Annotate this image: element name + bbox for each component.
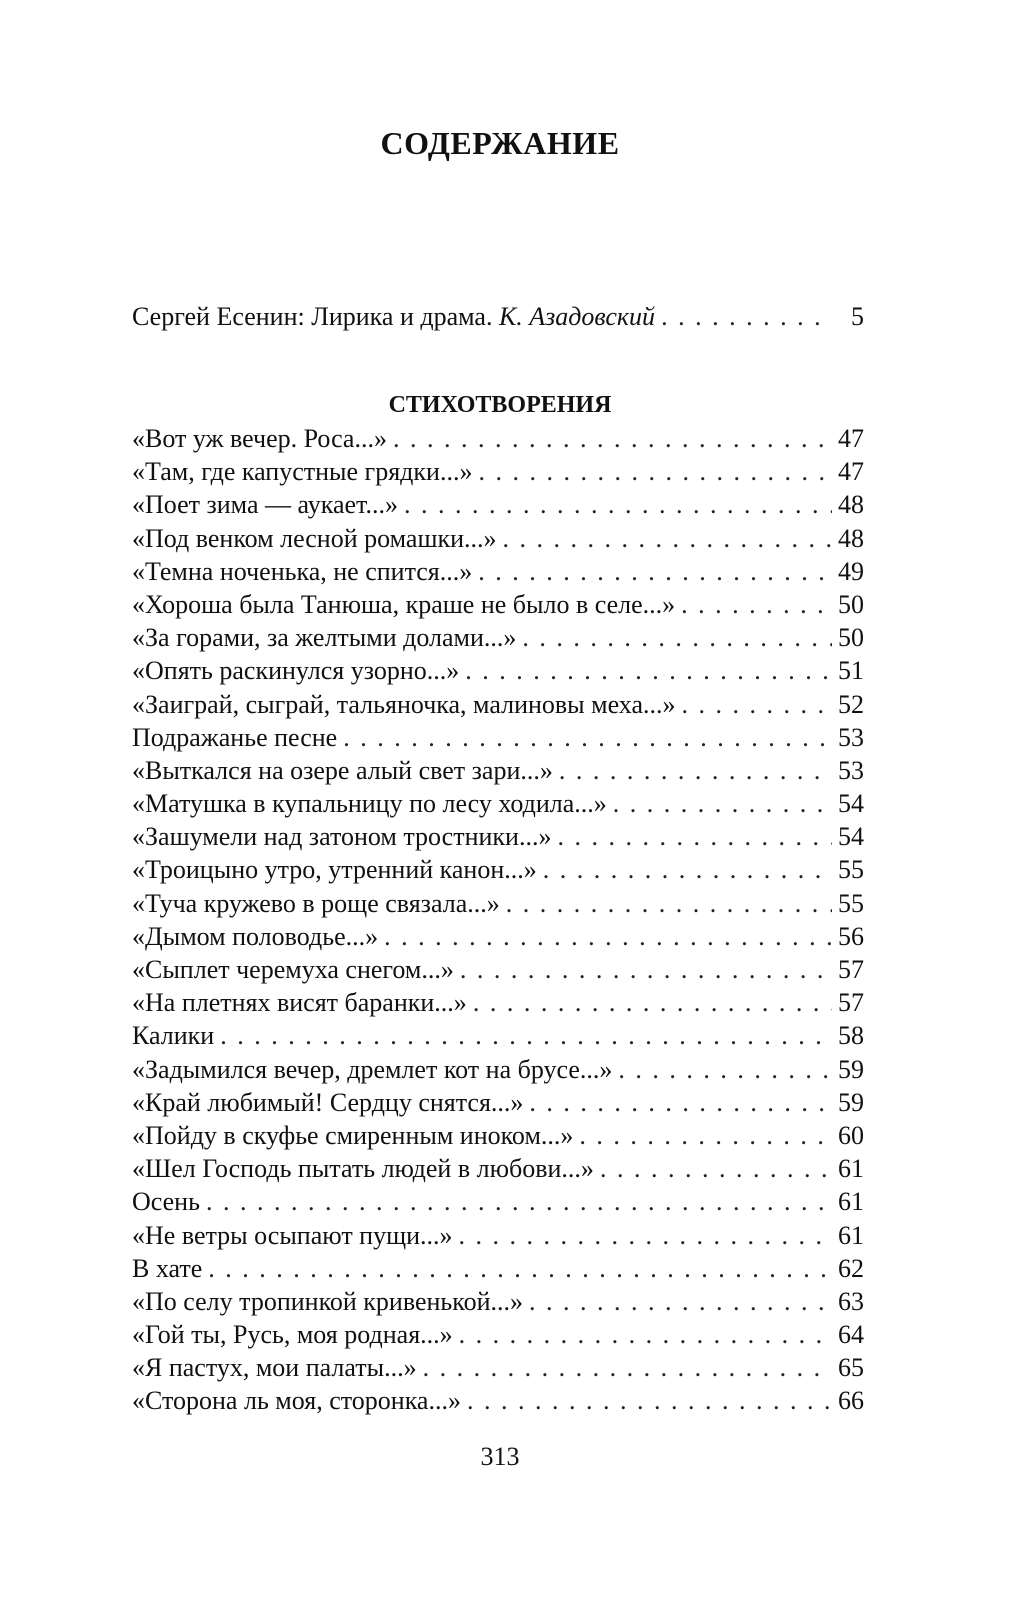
entry-page: 53	[838, 722, 864, 752]
entry-page: 5	[851, 302, 864, 331]
entry-page: 58	[838, 1021, 864, 1051]
entry-page: 55	[838, 888, 864, 918]
dot-leader	[460, 953, 832, 986]
entry-page: 61	[838, 1220, 864, 1250]
toc-row[interactable]	[132, 300, 864, 333]
toc-row[interactable]	[132, 920, 864, 953]
entry-title: Калики	[132, 1021, 215, 1051]
dot-leader	[661, 300, 832, 333]
toc-row[interactable]	[132, 588, 864, 621]
entry-title: «Троицыно утро, утренний канон...»	[132, 855, 537, 885]
entry-title: «На плетнях висят баранки...»	[132, 988, 467, 1018]
entry-page: 47	[838, 424, 864, 453]
entry-page: 59	[838, 1087, 864, 1117]
dot-leader	[529, 1086, 832, 1119]
toc-row[interactable]	[132, 887, 864, 920]
entry-title: «Выткался на озере алый свет зари...»	[132, 755, 553, 785]
toc-row[interactable]	[132, 455, 864, 488]
toc-row[interactable]	[132, 522, 864, 555]
entry-page: 50	[838, 589, 864, 619]
dot-leader	[681, 588, 832, 621]
entry-page: 54	[838, 789, 864, 819]
toc-row[interactable]	[132, 853, 864, 886]
toc-row[interactable]	[132, 820, 864, 853]
entry-page: 49	[838, 556, 864, 586]
dot-leader	[613, 787, 832, 820]
dot-leader	[206, 1185, 832, 1218]
entry-title: Подражанье песне	[132, 722, 338, 752]
entry-page: 57	[838, 955, 864, 984]
page-number: 313	[480, 1442, 520, 1471]
toc-row[interactable]	[132, 1119, 864, 1152]
dot-leader	[404, 488, 832, 521]
dot-leader	[557, 820, 832, 853]
entry-title: «Сыплет черемуха снегом...»	[132, 955, 454, 984]
entry-title: «Хороша была Танюша, краше не было в селе...»	[132, 589, 676, 619]
entry-title: «Шел Господь пытать людей в любови...»	[132, 1154, 594, 1184]
entry-page: 52	[838, 689, 864, 719]
toc-row[interactable]	[132, 953, 864, 986]
toc-row[interactable]	[132, 488, 864, 521]
dot-leader	[503, 522, 832, 555]
dot-leader	[478, 455, 832, 488]
toc-row[interactable]	[132, 754, 864, 787]
dot-leader	[459, 1318, 832, 1351]
entry-page: 54	[838, 822, 864, 852]
toc-row[interactable]	[132, 1053, 864, 1086]
entry-title: «Там, где капустные грядки...»	[132, 457, 473, 487]
entry-page: 55	[838, 855, 864, 885]
entry-title: «Сторона ль моя, сторонка...»	[132, 1386, 461, 1416]
entry-page: 47	[838, 457, 864, 487]
toc-row[interactable]	[132, 721, 864, 754]
toc-row[interactable]	[132, 1152, 864, 1185]
entry-page: 66	[838, 1386, 864, 1416]
entry-title: «Вот уж вечер. Роса...»	[132, 424, 387, 453]
entry-page: 48	[838, 490, 864, 520]
dot-leader	[343, 721, 832, 754]
entry-title: «Поет зима — аукает...»	[132, 490, 398, 520]
entry-title: В хате	[132, 1253, 203, 1283]
entry-title: «Матушка в купальницу по лесу ходила...»	[132, 789, 607, 819]
dot-leader	[600, 1152, 832, 1185]
toc-row[interactable]	[132, 986, 864, 1019]
entry-page: 56	[838, 921, 864, 951]
dot-leader	[543, 853, 832, 886]
entry-title: «Я пастух, мои палаты...»	[132, 1353, 417, 1383]
dot-leader	[506, 887, 832, 920]
dot-leader	[393, 422, 832, 455]
entry-page: 64	[838, 1320, 864, 1350]
toc-row[interactable]	[132, 654, 864, 687]
entry-title: «Зашумели над затоном тростники...»	[132, 822, 552, 852]
entry-title: «По селу тропинкой кривенькой...»	[132, 1286, 524, 1316]
dot-leader	[579, 1119, 832, 1152]
dot-leader	[465, 654, 832, 687]
toc-list	[132, 422, 864, 1418]
entry-title: Осень	[132, 1187, 200, 1217]
entry-title: «Темна ноченька, не спится...»	[132, 556, 473, 586]
page-title: СОДЕРЖАНИЕ	[380, 125, 620, 162]
dot-leader	[423, 1351, 832, 1384]
dot-leader	[384, 920, 832, 953]
dot-leader	[522, 621, 832, 654]
intro-title: Сергей Есенин: Лирика и драма.	[132, 302, 493, 331]
entry-title: «За горами, за желтыми долами...»	[132, 623, 517, 653]
entry-page: 48	[838, 523, 864, 553]
toc-row[interactable]	[132, 1019, 864, 1052]
entry-title: «Туча кружево в роще связала...»	[132, 888, 500, 918]
entry-title: «Задымился вечер, дремлет кот на брусе...»	[132, 1054, 613, 1084]
dot-leader	[208, 1252, 832, 1285]
entry-title: «Опять раскинулся узорно...»	[132, 656, 460, 686]
entry-page: 50	[838, 623, 864, 653]
entry-page: 53	[838, 755, 864, 785]
intro-author: К. Азадовский	[498, 302, 656, 331]
toc-row[interactable]	[132, 1086, 864, 1119]
toc-row[interactable]	[132, 1351, 864, 1384]
entry-page: 61	[838, 1187, 864, 1217]
dot-leader	[682, 688, 833, 721]
entry-title: «Дымом половодье...»	[132, 921, 379, 951]
toc-row[interactable]	[132, 1384, 864, 1417]
entry-title	[132, 300, 655, 333]
entry-page: 51	[838, 656, 864, 686]
entry-title: «Заиграй, сыграй, тальяночка, малиновы меха...»	[132, 689, 676, 719]
dot-leader	[467, 1384, 832, 1417]
entry-title: «Не ветры осыпают пущи...»	[132, 1220, 453, 1250]
entry-page: 62	[838, 1253, 864, 1283]
toc-row[interactable]	[132, 1285, 864, 1318]
dot-leader	[529, 1285, 832, 1318]
dot-leader	[559, 754, 832, 787]
toc-row[interactable]	[132, 688, 864, 721]
dot-leader	[459, 1219, 832, 1252]
entry-page: 63	[838, 1286, 864, 1316]
toc-entry-intro[interactable]	[132, 300, 864, 333]
toc-row[interactable]	[132, 422, 864, 455]
toc-row[interactable]	[132, 1185, 864, 1218]
toc-row[interactable]	[132, 787, 864, 820]
dot-leader	[220, 1019, 832, 1052]
dot-leader	[618, 1053, 832, 1086]
entry-page: 59	[838, 1054, 864, 1084]
toc-row[interactable]	[132, 555, 864, 588]
entry-page: 57	[838, 988, 864, 1018]
toc-row[interactable]	[132, 1318, 864, 1351]
entry-title: «Пойду в скуфье смиренным иноком...»	[132, 1120, 574, 1150]
entry-page: 60	[838, 1120, 864, 1150]
section-title: СТИХОТВОРЕНИЯ	[388, 391, 612, 418]
dot-leader	[478, 555, 832, 588]
toc-row[interactable]	[132, 1252, 864, 1285]
entry-page: 61	[838, 1154, 864, 1184]
dot-leader	[473, 986, 832, 1019]
entry-title: «Край любимый! Сердцу снятся...»	[132, 1087, 524, 1117]
toc-row[interactable]	[132, 1219, 864, 1252]
entry-title: «Гой ты, Русь, моя родная...»	[132, 1320, 453, 1350]
entry-title: «Под венком лесной ромашки...»	[132, 523, 497, 553]
toc-row[interactable]	[132, 621, 864, 654]
entry-page: 65	[838, 1353, 864, 1383]
